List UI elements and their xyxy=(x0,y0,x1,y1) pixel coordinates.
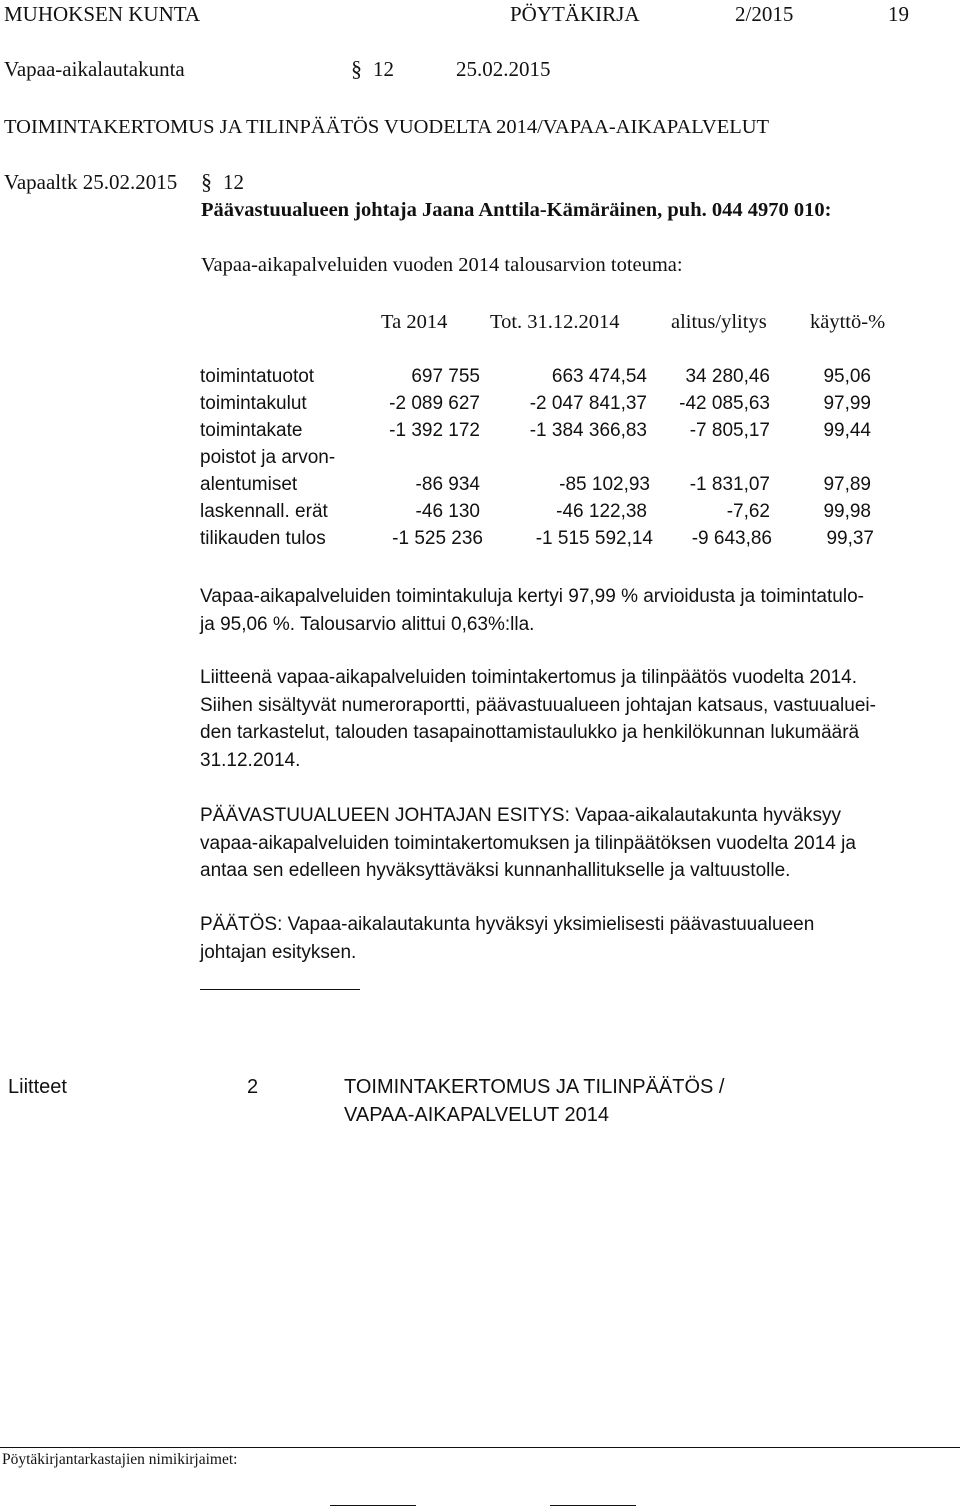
cell-tot: -1 515 592,14 xyxy=(535,528,653,549)
cell-pct: 95,06 xyxy=(823,366,871,387)
attachments-label: Liitteet xyxy=(8,1076,67,1098)
cell-ta: -46 130 xyxy=(415,501,480,522)
cell-pct: 99,98 xyxy=(823,501,871,522)
document-title: TOIMINTAKERTOMUS JA TILINPÄÄTÖS VUODELTA 2014/VAPAA-AIKAPALVELUT xyxy=(4,116,770,138)
row-label: toimintatuotot xyxy=(200,366,315,387)
cell-pct: 97,89 xyxy=(823,474,871,495)
text-line: ja 95,06 %. Talousarvio alittui 0,63%:lla. xyxy=(200,613,535,635)
cell-diff: -1 831,07 xyxy=(689,474,770,495)
section-number: 12 xyxy=(373,57,394,81)
table-intro: Vapaa-aikapalveluiden vuoden 2014 talousarvion toteuma: xyxy=(201,254,683,276)
row-label: poistot ja arvon- xyxy=(200,447,336,468)
municipality-name: MUHOKSEN KUNTA xyxy=(4,2,201,26)
text-line: Siihen sisältyvät numeroraportti, päävastuualueen johtajan katsaus, vastuualuei- xyxy=(200,694,876,716)
header-alitus: alitus/ylitys xyxy=(671,311,767,333)
paragraph-proposal xyxy=(200,802,940,885)
cell-pct: 97,99 xyxy=(823,393,871,414)
cell-tot: -46 122,38 xyxy=(556,501,647,522)
text-line: PÄÄTÖS: Vapaa-aikalautakunta hyväksyi yksimielisesti päävastuualueen xyxy=(200,914,815,935)
cell-tot: -85 102,93 xyxy=(559,474,650,495)
attachments-number: 2 xyxy=(247,1076,259,1098)
cell-ta: -2 089 627 xyxy=(389,393,480,414)
cell-ta: 697 755 xyxy=(411,366,480,387)
section-sign: § xyxy=(351,56,362,81)
footer-initials-label: Pöytäkirjantarkastajien nimikirjaimet: xyxy=(2,1451,238,1468)
document-number: 2/2015 xyxy=(735,2,794,26)
row-label: alentumiset xyxy=(200,474,298,495)
cell-ta: -1 525 236 xyxy=(392,528,483,549)
cell-diff: -7 805,17 xyxy=(689,420,770,441)
reference-section: 12 xyxy=(223,170,244,194)
footer-rule xyxy=(0,1447,960,1448)
text-line: johtajan esityksen. xyxy=(200,941,357,963)
row-label: laskennall. erät xyxy=(200,501,328,522)
meeting-date: 25.02.2015 xyxy=(456,57,551,81)
document-type: PÖYTÄKIRJA xyxy=(510,2,640,26)
header-kaytto: käyttö-% xyxy=(810,311,886,333)
reference-section-sign: § xyxy=(201,169,212,194)
text-line: 31.12.2014. xyxy=(200,749,301,771)
paragraph-decision xyxy=(200,911,940,966)
text-line: vapaa-aikapalveluiden toimintakertomuksen ja tilinpäätöksen vuodelta 2014 ja xyxy=(200,832,856,854)
text-line: PÄÄVASTUUALUEEN JOHTAJAN ESITYS: Vapaa-aikalautakunta hyväksyy xyxy=(200,805,841,826)
cell-pct: 99,37 xyxy=(826,528,874,549)
cell-ta: -1 392 172 xyxy=(389,420,480,441)
header-ta-2014: Ta 2014 xyxy=(381,311,448,333)
reference-body: Vapaaltk 25.02.2015 xyxy=(4,170,178,194)
cell-tot: -2 047 841,37 xyxy=(529,393,647,414)
text-line: Liitteenä vapaa-aikapalveluiden toimintakertomus ja tilinpäätös vuodelta 2014. xyxy=(200,667,857,688)
initials-line xyxy=(550,1505,636,1506)
row-label: toimintakulut xyxy=(200,393,307,414)
header-tot: Tot. 31.12.2014 xyxy=(490,311,620,333)
cell-diff: -9 643,86 xyxy=(691,528,772,549)
responsible-person: Päävastuualueen johtaja Jaana Anttila-Kämäräinen, puh. 044 4970 010: xyxy=(201,199,832,221)
text-line: antaa sen edelleen hyväksyttäväksi kunnanhallitukselle ja valtuustolle. xyxy=(200,860,791,881)
cell-diff: 34 280,46 xyxy=(685,366,770,387)
text-line: den tarkastelut, talouden tasapainottamistaulukko ja henkilökunnan lukumäärä xyxy=(200,722,860,743)
cell-tot: -1 384 366,83 xyxy=(529,420,647,441)
cell-pct: 99,44 xyxy=(823,420,871,441)
separator-line xyxy=(200,989,360,990)
cell-diff: -7,62 xyxy=(726,501,770,522)
page-number: 19 xyxy=(888,2,909,26)
row-label: toimintakate xyxy=(200,420,303,441)
cell-tot: 663 474,54 xyxy=(551,366,647,387)
cell-ta: -86 934 xyxy=(415,474,480,495)
committee-name: Vapaa-aikalautakunta xyxy=(4,57,185,81)
attachment-title-line2: VAPAA-AIKAPALVELUT 2014 xyxy=(344,1104,609,1126)
attachment-title-line1: TOIMINTAKERTOMUS JA TILINPÄÄTÖS / xyxy=(344,1076,725,1098)
paragraph-attachment-info xyxy=(200,664,940,774)
initials-line xyxy=(330,1505,416,1506)
row-label: tilikauden tulos xyxy=(200,528,326,549)
paragraph-summary xyxy=(200,583,940,638)
text-line: Vapaa-aikapalveluiden toimintakuluja kertyi 97,99 % arvioidusta ja toimintatulo- xyxy=(200,586,864,607)
cell-diff: -42 085,63 xyxy=(679,393,770,414)
